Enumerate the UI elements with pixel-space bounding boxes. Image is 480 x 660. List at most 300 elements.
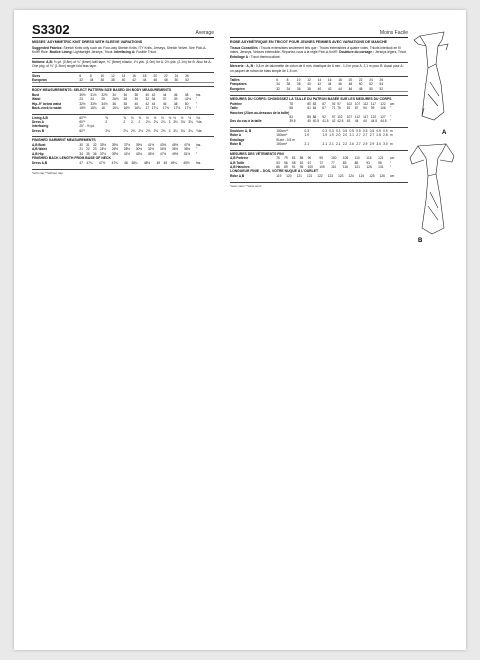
table-cell: 92 xyxy=(322,115,326,120)
table-cell: 44.5 xyxy=(380,119,387,124)
size-cell: 20 xyxy=(348,78,353,83)
table-cell: 81 xyxy=(291,156,296,161)
table-cell: 30½ xyxy=(79,93,86,98)
table-cell: ½ xyxy=(153,115,157,120)
view-b-label: B xyxy=(418,238,423,244)
table-cell: 44.5 xyxy=(370,119,378,124)
size-cell: 36 xyxy=(286,82,291,87)
table-cell: 3¼ xyxy=(180,128,186,133)
table-cell: 58 xyxy=(291,160,296,165)
table-cell: 121 xyxy=(296,173,302,178)
table-cell: 131 xyxy=(378,164,384,169)
size-cell: 50 xyxy=(358,82,363,87)
difficulty-level: Average xyxy=(195,30,214,36)
table-cell: 81 xyxy=(346,106,351,111)
table-cell: 2⅛ xyxy=(146,128,151,133)
unit-cell: cm xyxy=(390,156,395,161)
body-measurements-heading: BODY MEASUREMENTS: SELECT PATTERN SIZE BASED ON BODY MEASUREMENTS xyxy=(32,88,172,93)
size-table-section xyxy=(32,72,214,84)
size-cell: 36 xyxy=(101,78,112,83)
yardage-section-fr xyxy=(230,127,408,147)
unit-cell: " xyxy=(390,119,392,124)
table-cell: 0.3 xyxy=(304,128,309,133)
table-cell: ½ xyxy=(173,115,176,120)
row-label: A,B Taille xyxy=(230,160,245,165)
table-cell: 36 xyxy=(93,151,97,156)
size-cell: 44 xyxy=(338,87,348,92)
table-row xyxy=(32,106,214,110)
table-cell: 47½ xyxy=(159,151,167,156)
table-cell: 38½ xyxy=(183,147,191,152)
row-label: Interfacing xyxy=(32,124,49,129)
table-cell: 39.5 xyxy=(289,119,296,124)
table-cell: 87 xyxy=(354,106,359,111)
table-row xyxy=(32,161,214,165)
unit-cell: " xyxy=(390,164,392,169)
table-cell: ⅝ xyxy=(123,115,127,120)
footnote: *with nap **without nap xyxy=(32,169,214,175)
table-cell: 33½ xyxy=(90,101,97,106)
table-cell: 48 xyxy=(184,93,189,98)
size-cell: 42 xyxy=(328,87,338,92)
size-cell: 34 xyxy=(287,87,297,92)
size-cell: 38 xyxy=(307,87,317,92)
row-label: Waist xyxy=(32,97,41,102)
table-cell: 41½ xyxy=(123,151,131,156)
table-cell: 45½ xyxy=(171,142,179,147)
finished-measurements-table xyxy=(32,143,214,156)
table-cell: 35 xyxy=(86,151,90,156)
body-measurements-table-fr xyxy=(230,102,408,124)
table-cell: 2.7 xyxy=(362,133,368,138)
size-cell: 54 xyxy=(379,82,384,87)
table-cell: 24½ xyxy=(99,147,107,152)
table-cell: 126 xyxy=(366,164,372,169)
table-cell: 47 xyxy=(79,160,83,165)
size-cell: 40 xyxy=(318,87,328,92)
table-cell: 30½ xyxy=(135,147,143,152)
finished-measurements-section xyxy=(32,136,214,165)
interfacing-text-fr: Tricot thermocollant. xyxy=(250,54,281,59)
table-cell: 100 xyxy=(331,156,337,161)
table-cell: 76 xyxy=(337,106,341,111)
row-label: Lining A,B xyxy=(32,115,48,120)
table-cell: 77 xyxy=(331,160,335,165)
table-cell: 28 xyxy=(123,97,127,102)
body-measurements-section xyxy=(32,86,214,110)
size-cell: 48 xyxy=(164,78,175,83)
unit-cell: Ins. xyxy=(196,160,202,165)
table-cell: 117 xyxy=(363,115,369,120)
french-header xyxy=(230,20,408,38)
table-cell: 49 xyxy=(156,160,160,165)
table-cell: 41½ xyxy=(184,97,192,102)
size-cell: 22 xyxy=(358,78,363,83)
table-cell: 2.9 xyxy=(369,142,375,147)
table-cell: 34½ xyxy=(101,101,108,106)
table-cell: 32½ xyxy=(101,93,108,98)
table-cell: 2.7 xyxy=(356,142,361,147)
table-cell: 88 xyxy=(354,160,359,165)
size-cell: 40 xyxy=(122,78,133,83)
table-cell: 0.5 xyxy=(349,128,354,133)
table-cell: 44 xyxy=(151,101,156,106)
row-label: A,B Poitrine xyxy=(230,156,249,161)
fabric-width: 150cm* xyxy=(276,133,288,138)
table-cell: 3⅛ xyxy=(180,120,186,125)
fabrics-text-fr: Tricots extensibles seulement tels que : Tricots extensibles à quatre voies, Tricots interlock en fil inters, Jerseys, Velours extensible. Reportez-vous à la règle Pick-A-Knit®. xyxy=(230,46,401,55)
unit-cell: Ins. xyxy=(196,93,202,98)
size-cell: 38 xyxy=(111,78,122,83)
table-cell: ⅝ xyxy=(138,115,142,120)
body-measurements-table xyxy=(32,93,214,111)
fabric-width: 60"** xyxy=(79,115,87,120)
table-cell: 92 xyxy=(331,101,336,106)
table-cell: 89 xyxy=(284,164,288,169)
table-cell: 45½ xyxy=(147,151,155,156)
table-cell: 76 xyxy=(276,156,280,161)
table-cell: 0.5 xyxy=(362,128,368,133)
fabrics-paragraph xyxy=(32,46,214,55)
size-cell: 44 xyxy=(327,82,332,87)
fabrics-paragraph-fr xyxy=(230,46,408,59)
table-cell: 47½ xyxy=(99,160,106,165)
table-cell: 122 xyxy=(317,173,323,178)
table-cell: 3.0 xyxy=(376,142,381,147)
view-a-drawing xyxy=(414,32,448,120)
table-cell: 58 xyxy=(289,106,293,111)
table-cell: 2⅛ xyxy=(105,128,110,133)
unit-cell: Yds. xyxy=(196,128,203,133)
size-cell: 50 xyxy=(369,87,379,92)
table-cell: 85 xyxy=(299,156,304,161)
finished-measurements-heading-fr: MESURES DES VÊTEMENTS FINI xyxy=(230,151,284,156)
table-cell: 50 xyxy=(184,101,189,106)
finished-length-heading: FINISHED BACK LENGTH FROM BASE OF NECK xyxy=(32,156,111,161)
table-cell: 49½ xyxy=(183,160,190,165)
table-cell: 30 xyxy=(79,142,83,147)
size-cell: 6 xyxy=(276,78,279,83)
table-cell: 93 xyxy=(366,160,370,165)
table-cell: 38 xyxy=(134,93,139,98)
table-cell: 0.3 xyxy=(336,128,341,133)
row-label: Entoilage xyxy=(230,137,245,142)
table-cell: 2¼ xyxy=(153,120,159,125)
table-cell: 2.7 xyxy=(369,133,375,138)
table-cell: 71 xyxy=(331,106,336,111)
table-cell: ½ xyxy=(161,115,164,120)
unit-cell: Yds. xyxy=(196,120,203,125)
table-cell: 87 xyxy=(322,101,326,106)
size-cell: 48 xyxy=(348,82,353,87)
table-cell: 2.1 xyxy=(322,142,327,147)
table-cell: 40 xyxy=(134,101,139,106)
table-cell: 124 xyxy=(348,173,354,178)
table-cell: 3 xyxy=(168,120,171,125)
table-cell: 2.1 xyxy=(349,133,354,138)
table-cell: 2.1 xyxy=(329,142,334,147)
interfacing-label-fr: Entoilage A : xyxy=(230,54,250,59)
table-cell: 25 xyxy=(101,97,105,102)
finished-measurements-heading: FINISHED GARMENT MEASUREMENTS xyxy=(32,138,96,143)
table-cell: 47¼ xyxy=(86,160,93,165)
table-cell: 37 xyxy=(162,97,167,102)
fabrics-label-fr: Tissus Conseillés : xyxy=(230,46,260,50)
table-cell: 86 xyxy=(276,164,280,169)
table-cell: 16½ xyxy=(123,106,130,111)
european-label: European xyxy=(32,78,79,83)
size-cell: 10 xyxy=(100,73,105,78)
size-cell: 18 xyxy=(338,78,342,83)
table-cell: 88 xyxy=(312,115,317,120)
french-sizes-label: Françaises xyxy=(230,82,247,87)
fabric-width: 150cm* xyxy=(276,142,288,147)
table-cell: 2.9 xyxy=(362,142,368,147)
table-cell: 3.0 xyxy=(383,142,388,147)
table-cell: 83 xyxy=(342,160,347,165)
unit-cell: " xyxy=(390,106,392,111)
table-cell: ⅝ xyxy=(130,115,134,120)
row-label: Back–neck to waist xyxy=(32,106,62,111)
bodice-lining-text: Lightweight Jerseys, Tricot. xyxy=(73,50,114,55)
table-cell: 0.3 xyxy=(329,128,334,133)
row-label: A,B Bust xyxy=(32,142,46,147)
table-cell: 112 xyxy=(363,101,369,106)
table-cell: 36 xyxy=(112,101,116,106)
table-cell: ⅝ xyxy=(105,115,109,120)
table-cell: 116 xyxy=(342,164,348,169)
table-cell: 2.1 xyxy=(304,142,309,147)
table-cell: 95 xyxy=(319,156,323,161)
row-label: Dress B xyxy=(32,128,45,133)
size-cell: 8 xyxy=(89,73,92,78)
finished-measurements-section-fr xyxy=(230,150,408,179)
table-cell: 124 xyxy=(358,173,365,178)
table-cell: 98 xyxy=(378,160,382,165)
table-cell: 2 xyxy=(105,120,108,125)
table-cell: 39½ xyxy=(111,151,119,156)
size-cell: 40 xyxy=(307,82,311,87)
fabrics-label: Suggested Fabrics: xyxy=(32,46,63,50)
table-cell: 34 xyxy=(151,97,156,102)
table-cell: 40.5 xyxy=(312,119,319,124)
table-cell: 2.0 xyxy=(336,133,341,138)
table-cell: 2 xyxy=(130,120,133,125)
table-cell: 42 xyxy=(151,93,156,98)
table-cell: 79 xyxy=(284,156,288,161)
unit-cell: " xyxy=(196,97,198,102)
table-cell: 53 xyxy=(276,160,280,165)
table-cell: 17¾ xyxy=(184,106,192,111)
table-cell: 72 xyxy=(319,160,323,165)
row-label: Dress A,B xyxy=(32,160,48,165)
table-cell: 1.9 xyxy=(304,133,309,138)
european-row-fr xyxy=(230,87,408,92)
table-cell: 34½ xyxy=(159,147,167,152)
row-label: Poitrine xyxy=(230,101,242,106)
row-label: Dress A xyxy=(32,120,44,125)
table-cell: 121 xyxy=(354,164,360,169)
body-measurements-heading-fr: MESURES DU CORPS: CHOISISSEZ LA TAILLE DU PATRON BASÉE SUR LES MESURES DU CORPS xyxy=(230,97,392,102)
row-label: Doublure A, B xyxy=(230,128,252,133)
table-cell: 2⅛ xyxy=(138,128,143,133)
pattern-title-fr: ROBE ASYMÉTRIQUE EN TRICOT POUR JEUNES FEMMES AVEC VARIATIONS DE MANCHE xyxy=(230,40,388,44)
fabric-width: 51cm - 0.5 m xyxy=(276,137,295,142)
interfacing-label: Interfacing A: xyxy=(114,50,136,55)
unit-cell: m xyxy=(390,128,393,133)
difficulty-level-fr: Moins Facile xyxy=(379,30,408,36)
fabric-width: 20" - ½ yd. xyxy=(79,124,95,129)
yardage-table-fr xyxy=(230,129,408,147)
table-cell: 102 xyxy=(337,115,343,120)
french-column xyxy=(230,20,408,188)
table-cell: 36 xyxy=(123,93,127,98)
table-cell: ½ xyxy=(188,115,191,120)
table-cell: 2⅛ xyxy=(130,128,136,133)
table-cell: 2.6 xyxy=(349,142,354,147)
notions-label-fr: Mercerie : A, B : xyxy=(230,64,255,69)
table-cell: 49½ xyxy=(171,151,179,156)
size-table-fr xyxy=(230,78,408,92)
table-cell: 123 xyxy=(338,173,344,178)
table-cell: 90 xyxy=(307,156,312,161)
table-cell: 120 xyxy=(286,173,292,178)
table-cell: 16 xyxy=(101,106,105,111)
unit-cell: " xyxy=(196,147,198,152)
yardage-section xyxy=(32,114,214,134)
table-cell: 99 xyxy=(370,106,375,111)
table-cell: 3⅛ xyxy=(173,120,178,125)
table-cell: 61 xyxy=(307,106,311,111)
table-cell: 2⅛ xyxy=(161,128,166,133)
table-cell: 17½ xyxy=(173,106,181,111)
table-cell: 95 xyxy=(299,164,304,169)
size-cell: 46 xyxy=(338,82,342,87)
size-cell: 38 xyxy=(296,82,301,87)
table-cell: 2 xyxy=(123,120,126,125)
view-b-drawing xyxy=(410,144,454,234)
table-cell: 64 xyxy=(312,106,317,111)
table-cell: 83 xyxy=(312,101,317,106)
table-row xyxy=(230,142,408,146)
size-cell: 32 xyxy=(79,78,90,83)
size-cell: 12 xyxy=(307,78,311,83)
table-cell: 39 xyxy=(173,97,178,102)
size-cell: 26 xyxy=(185,73,189,78)
table-cell: 3¼ xyxy=(188,128,193,133)
table-cell: 2⅛ xyxy=(123,128,128,133)
table-cell: 44 xyxy=(363,119,367,124)
yardage-table xyxy=(32,116,214,134)
size-cell: 42 xyxy=(317,82,322,87)
unit-cell: " xyxy=(196,106,198,111)
pattern-back-sheet xyxy=(14,10,466,650)
table-cell: 105 xyxy=(319,164,325,169)
table-cell: 46 xyxy=(173,93,178,98)
table-row xyxy=(32,129,214,133)
fabric-width: 60"* xyxy=(79,120,86,125)
footnote-fr: *avec sens **sans sens xyxy=(230,182,408,188)
pattern-number: S3302 xyxy=(32,22,70,37)
table-cell: 32 xyxy=(145,97,150,102)
row-label: Dos du cou à la taille xyxy=(230,119,262,124)
size-cell: 14 xyxy=(121,73,126,78)
size-cell: 36 xyxy=(297,87,307,92)
table-cell: 56 xyxy=(284,160,288,165)
table-cell: 2.7 xyxy=(356,133,361,138)
table-cell: ½ xyxy=(180,115,184,120)
table-cell: 17 xyxy=(145,106,150,111)
notions-paragraph-fr xyxy=(230,62,408,73)
table-cell: 67 xyxy=(307,160,312,165)
table-cell: 2¼ xyxy=(161,120,166,125)
table-cell: 44 xyxy=(354,119,359,124)
row-label: Robe B xyxy=(230,142,242,147)
unit-cell: " xyxy=(196,151,198,156)
table-cell: 102 xyxy=(346,101,353,106)
table-cell: 3 xyxy=(168,128,171,133)
table-cell: 125 xyxy=(369,173,375,178)
fabric-width: 60"* xyxy=(79,128,86,133)
size-cell: 48 xyxy=(359,87,369,92)
interfacing-text: Fusible Tricot. xyxy=(136,50,157,55)
body-measurements-section-fr xyxy=(230,95,408,124)
table-cell: 23 xyxy=(93,147,97,152)
table-cell: 97 xyxy=(331,115,336,120)
table-cell: 0.5 xyxy=(376,128,381,133)
unit-cell: m xyxy=(390,133,393,138)
size-cell: 8 xyxy=(286,78,289,83)
table-cell: 122 xyxy=(380,101,386,106)
table-cell: 41.5 xyxy=(322,119,329,124)
size-cell: 34 xyxy=(276,82,280,87)
table-cell: 47¾ xyxy=(111,160,118,165)
size-cell: 50 xyxy=(175,78,186,83)
table-cell: 0.5 xyxy=(356,128,361,133)
size-cell: 26 xyxy=(379,78,384,83)
table-cell: 2.2 xyxy=(342,142,348,147)
size-cell: 16 xyxy=(132,73,136,78)
table-cell: 2⅛ xyxy=(153,128,159,133)
size-cell: 6 xyxy=(79,73,82,78)
table-cell: 2.1 xyxy=(336,142,341,147)
table-row xyxy=(230,119,408,123)
table-cell: 32½ xyxy=(147,147,155,152)
size-cell: 12 xyxy=(111,73,115,78)
bodice-lining-label-fr: Doublure du corsage : xyxy=(339,50,375,55)
english-column xyxy=(32,20,214,175)
technical-drawings xyxy=(408,24,456,244)
table-cell: 48¼ xyxy=(131,160,138,165)
size-cell: 22 xyxy=(164,73,168,78)
table-cell: ½ xyxy=(168,115,172,120)
table-cell: 17¼ xyxy=(151,106,158,111)
table-cell: 24 xyxy=(90,97,94,102)
table-cell: 37½ xyxy=(123,142,131,147)
table-cell: 26½ xyxy=(112,97,119,102)
bodice-lining-text-fr: Jerseys légers, Tricot. xyxy=(375,50,408,55)
table-cell: 106 xyxy=(380,106,386,111)
table-cell: 121 xyxy=(378,156,384,161)
size-cell: 46 xyxy=(153,78,164,83)
size-cell: 34 xyxy=(90,78,101,83)
view-a-label: A xyxy=(442,130,447,136)
bodice-lining-label: Bodice Lining: xyxy=(49,50,73,55)
table-cell: 100 xyxy=(307,164,313,169)
table-cell: 34 xyxy=(79,151,83,156)
row-label: A,B Hanches xyxy=(230,164,250,169)
row-label: A,B Waist xyxy=(32,147,47,152)
